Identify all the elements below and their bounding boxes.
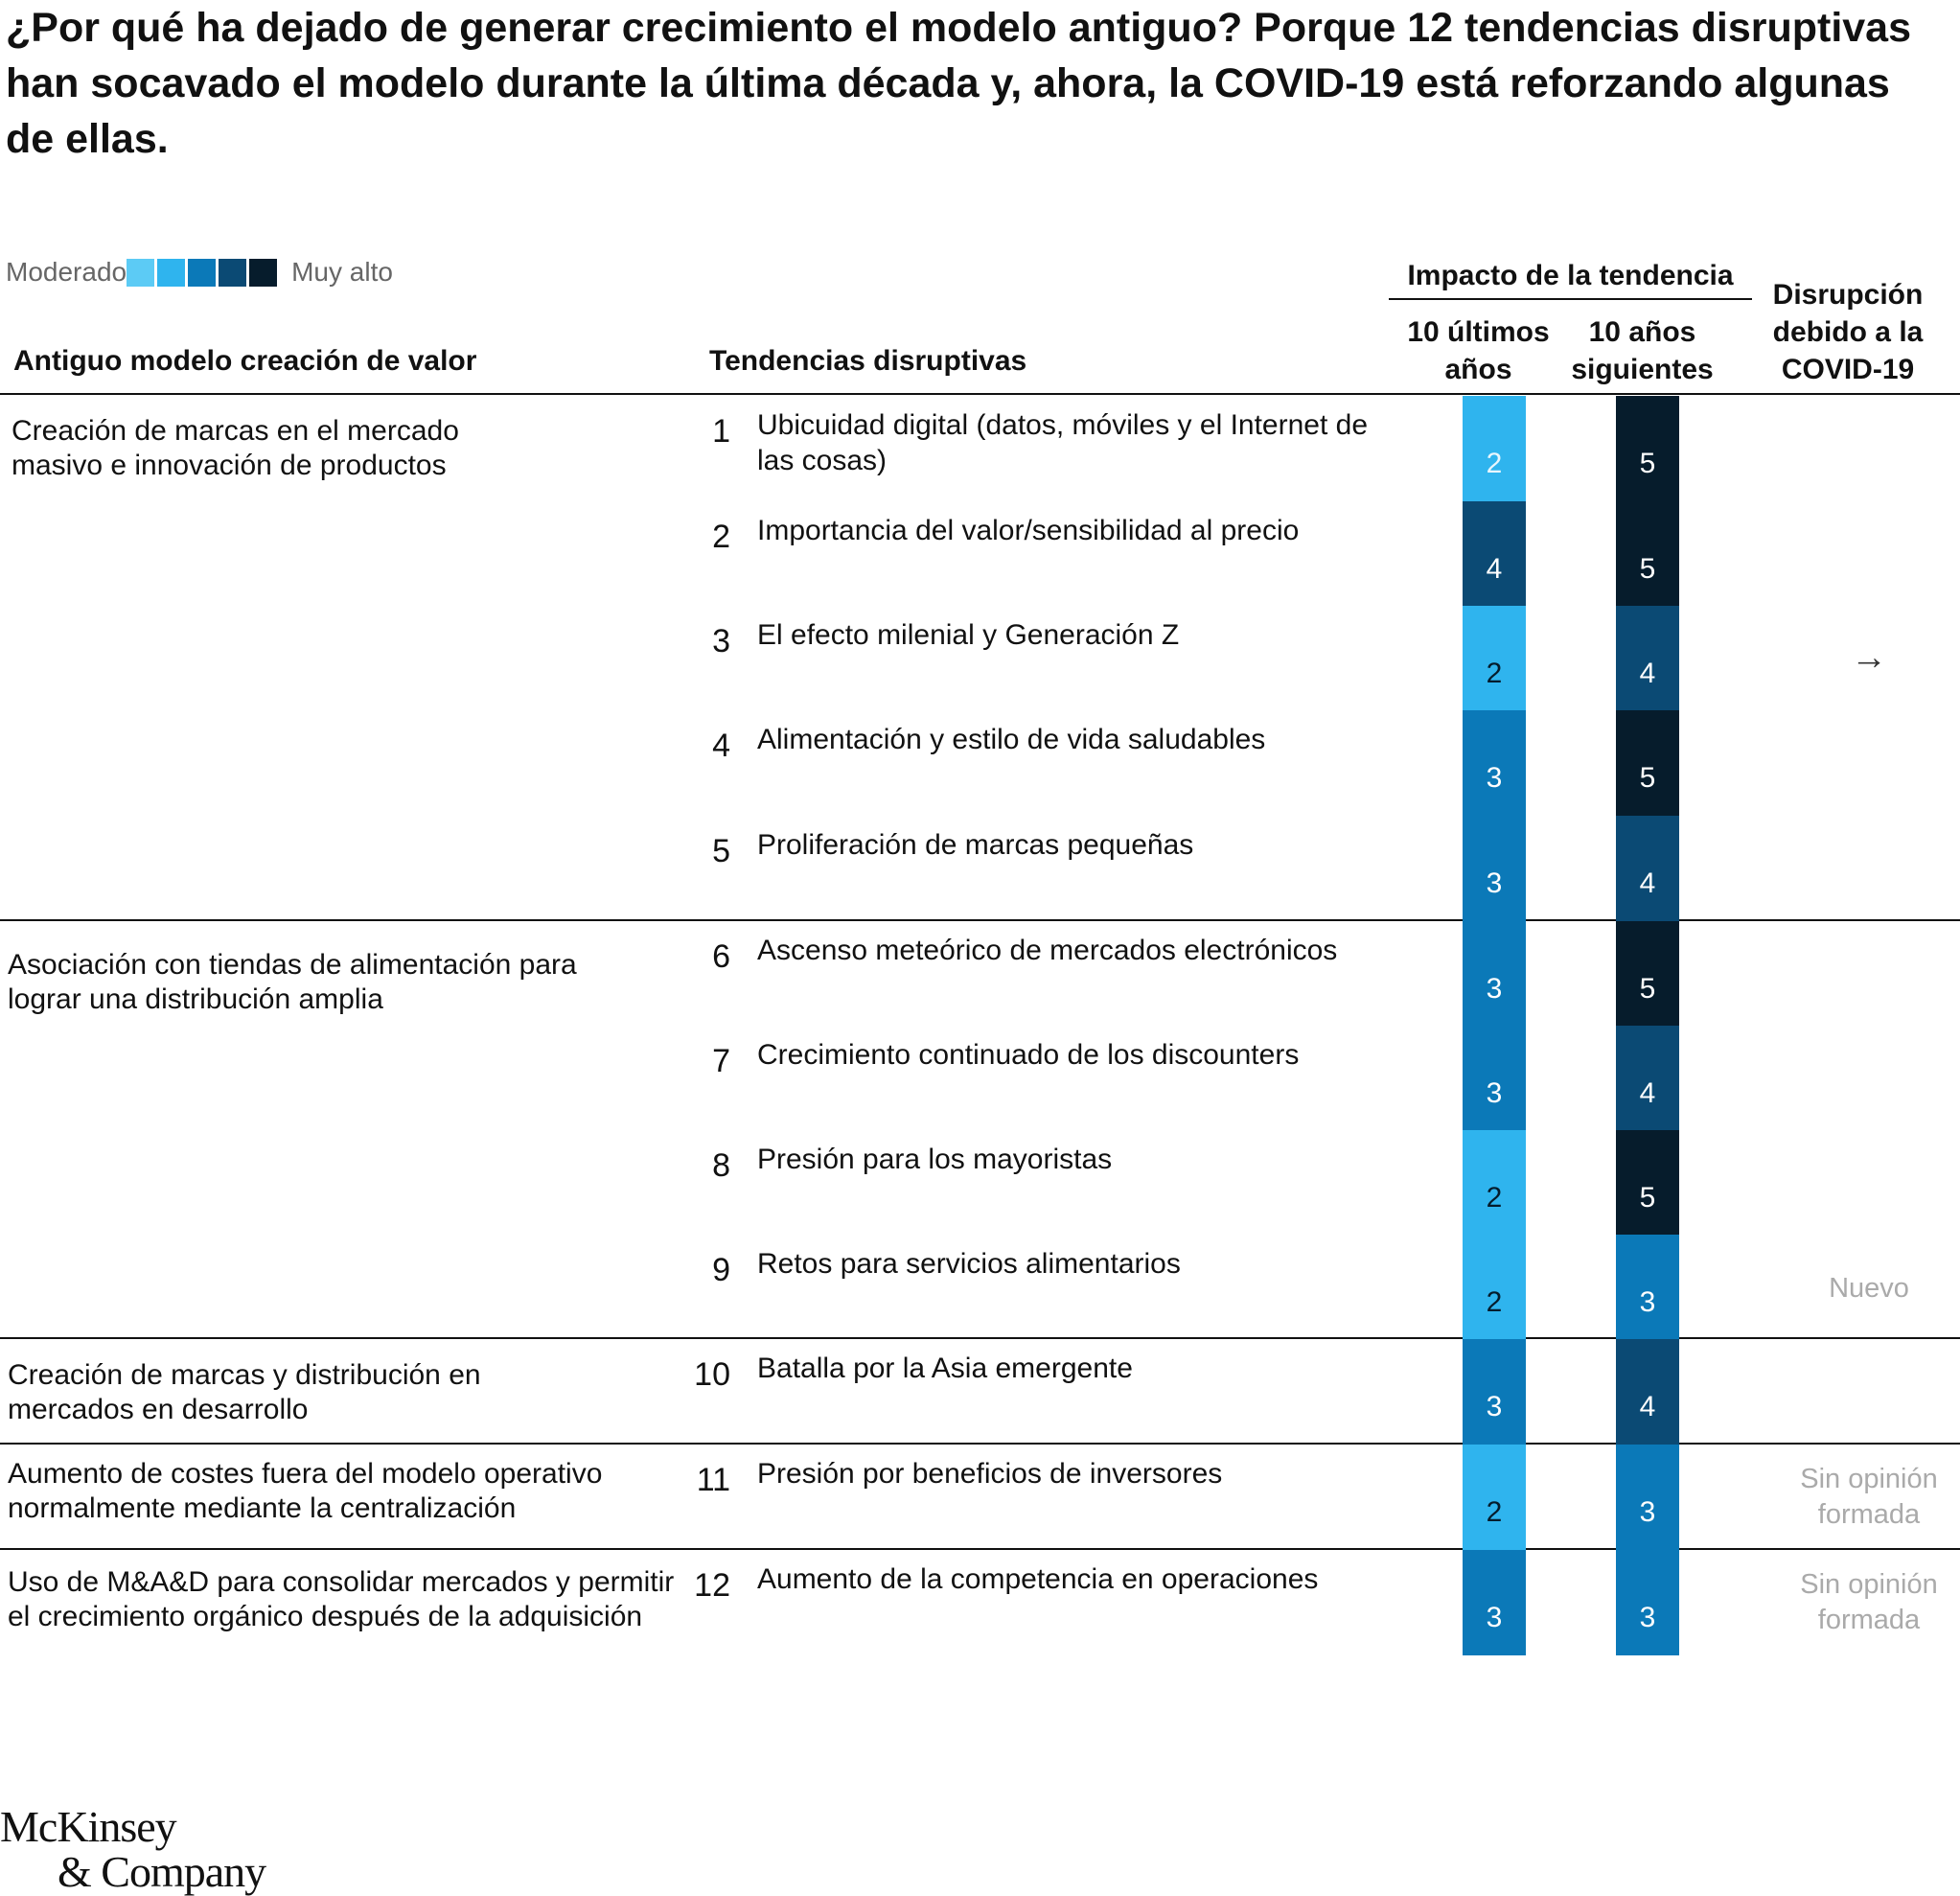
cell-label-next-2: 5 <box>1639 553 1656 585</box>
trend-label-3: El efecto milenial y Generación Z <box>757 619 1180 651</box>
cell-label-next-7: 4 <box>1639 1077 1656 1109</box>
cell-label-next-3: 4 <box>1639 658 1656 689</box>
trend-label-8: Presión para los mayoristas <box>757 1144 1113 1175</box>
logo-line-2: & Company <box>58 1847 266 1896</box>
cell-label-next-6: 5 <box>1639 973 1656 1005</box>
trend-number-12: 12 <box>694 1567 730 1604</box>
cell-label-past-3: 2 <box>1486 658 1503 689</box>
trend-number-6: 6 <box>712 938 730 975</box>
chart-title: ¿Por qué ha dejado de generar crecimiento el modelo antiguo? Porque 12 tendencias disruptivas han socavado el modelo durante la última década y, ahora, la COVID-19 está reforzando algunas de ellas. <box>6 5 1912 162</box>
trend-label-9: Retos para servicios alimentarios <box>757 1248 1181 1280</box>
cell-label-past-6: 3 <box>1486 973 1503 1005</box>
trend-label-1: Ubicuidad digital (datos, móviles y el Internet de las cosas) <box>757 409 1369 476</box>
group-label-4: Aumento de costes fuera del modelo operativo normalmente mediante la centralización <box>8 1458 603 1524</box>
cell-label-past-10: 3 <box>1486 1391 1503 1422</box>
cell-label-past-4: 3 <box>1486 762 1503 794</box>
cell-label-past-11: 2 <box>1486 1496 1503 1528</box>
header-covid: Disrupción debido a la COVID-19 <box>1772 279 1924 385</box>
cell-label-next-9: 3 <box>1639 1286 1656 1318</box>
cell-label-next-1: 5 <box>1639 448 1656 479</box>
trend-label-5: Proliferación de marcas pequeñas <box>757 829 1194 861</box>
cell-label-next-11: 3 <box>1639 1496 1656 1528</box>
cell-label-past-5: 3 <box>1486 867 1503 899</box>
trend-label-6: Ascenso meteórico de mercados electrónicos <box>757 935 1338 966</box>
cell-label-next-12: 3 <box>1639 1602 1656 1633</box>
covid-disruption-9: Nuevo <box>1829 1273 1909 1304</box>
cell-label-next-4: 5 <box>1639 762 1656 794</box>
covid-disruption-12: Sin opinión formada <box>1800 1569 1938 1635</box>
trend-label-10: Batalla por la Asia emergente <box>757 1353 1133 1384</box>
trend-label-2: Importancia del valor/sensibilidad al precio <box>757 515 1300 546</box>
group-label-1: Creación de marcas en el mercado masivo e innovación de productos <box>12 415 459 481</box>
group-label-3: Creación de marcas y distribución en mercados en desarrollo <box>8 1359 481 1425</box>
header-impact-title: Impacto de la tendencia <box>1407 260 1734 291</box>
cell-label-past-12: 3 <box>1486 1602 1503 1633</box>
trend-label-7: Crecimiento continuado de los discounters <box>757 1039 1300 1071</box>
header-trends: Tendencias disruptivas <box>709 345 1027 377</box>
header-next: 10 años siguientes <box>1571 316 1714 385</box>
covid-disruption-11: Sin opinión formada <box>1800 1464 1938 1530</box>
trend-number-9: 9 <box>712 1252 730 1288</box>
cell-label-next-8: 5 <box>1639 1182 1656 1214</box>
header-past: 10 últimos años <box>1407 316 1550 385</box>
trend-label-4: Alimentación y estilo de vida saludables <box>757 724 1266 755</box>
trend-number-5: 5 <box>712 833 730 869</box>
trend-number-3: 3 <box>712 623 730 659</box>
trend-number-10: 10 <box>694 1356 730 1393</box>
cell-label-past-1: 2 <box>1486 448 1503 479</box>
legend-high-label: Muy alto <box>291 257 393 287</box>
mckinsey-logo <box>0 1804 265 1894</box>
cell-label-next-5: 4 <box>1639 867 1656 899</box>
covid-disruption-3: → <box>1851 637 1887 678</box>
cell-label-next-10: 4 <box>1639 1391 1656 1422</box>
cell-label-past-9: 2 <box>1486 1286 1503 1318</box>
logo-line-1: McKinsey <box>0 1802 176 1851</box>
legend-low-label: Moderado <box>6 257 127 287</box>
trend-number-4: 4 <box>712 728 730 764</box>
trend-number-2: 2 <box>712 519 730 555</box>
cell-label-past-2: 4 <box>1486 553 1503 585</box>
trend-number-11: 11 <box>696 1462 730 1498</box>
trend-number-8: 8 <box>712 1147 730 1184</box>
cell-label-past-7: 3 <box>1486 1077 1503 1109</box>
trend-label-11: Presión por beneficios de inversores <box>757 1458 1223 1490</box>
group-label-5: Uso de M&A&D para consolidar mercados y permitir el crecimiento orgánico después de la adquisición <box>8 1566 675 1632</box>
cell-label-past-8: 2 <box>1486 1182 1503 1214</box>
trend-number-1: 1 <box>712 413 730 450</box>
trend-label-12: Aumento de la competencia en operaciones <box>757 1563 1319 1595</box>
header-old-model: Antiguo modelo creación de valor <box>13 345 477 377</box>
trend-number-7: 7 <box>712 1043 730 1079</box>
group-label-2: Asociación con tiendas de alimentación para lograr una distribución amplia <box>8 949 577 1015</box>
